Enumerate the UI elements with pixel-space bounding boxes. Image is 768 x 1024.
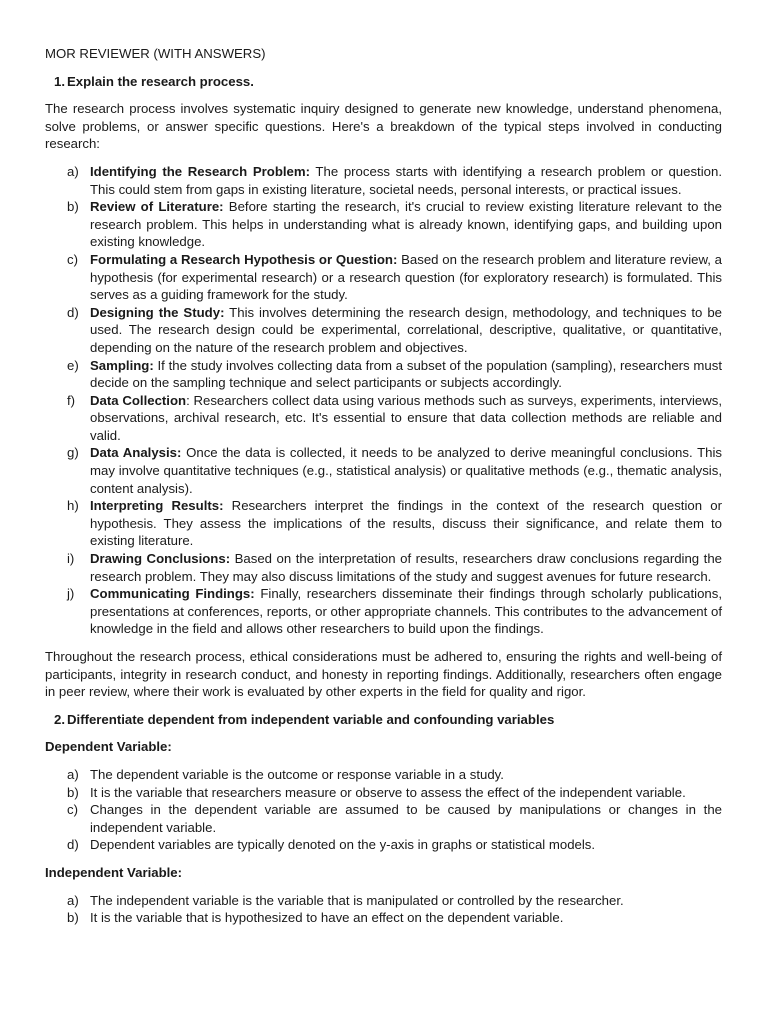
question-1-closing: Throughout the research process, ethical considerations must be adhered to, ensuring the rights and well-being of participants, integrity in research conduct, and honesty in reporting findings. Additionally, researchers often engage in peer review, where their work is evaluated by other experts in the field for quality and rigor. <box>45 649 722 700</box>
list-marker: j) <box>67 586 75 602</box>
step-text: This involves determining the research design, methodology, and techniques to be used. The research design could be experimental, correlational, descriptive, qualitative, or quantitative, depending on the nature of the research problem and objectives. <box>90 304 723 355</box>
list-marker: a) <box>67 892 79 908</box>
item-text: The independent variable is the variable that is manipulated or controlled by the researcher. <box>90 892 624 908</box>
document-page <box>45 45 722 937</box>
list-marker: h) <box>67 498 79 514</box>
list-marker: b) <box>67 199 79 215</box>
question-1-intro: The research process involves systematic inquiry designed to generate new knowledge, understand phenomena, solve problems, or answer specific questions. Here's a breakdown of the typical steps involved in conducting research: <box>45 101 722 152</box>
list-item <box>45 892 722 910</box>
question-2-text: Differentiate dependent from independent variable and confounding variables <box>67 711 555 727</box>
document-title: MOR REVIEWER (WITH ANSWERS) <box>45 46 266 61</box>
step-term: Communicating Findings: <box>90 586 255 602</box>
list-item <box>45 497 722 550</box>
question-2-number: 2. <box>54 711 65 727</box>
step-term: Designing the Study: <box>90 304 225 320</box>
research-steps-list <box>45 163 722 638</box>
list-marker: e) <box>67 357 79 373</box>
step-term: Formulating a Research Hypothesis or Question: <box>90 251 398 267</box>
list-marker: c) <box>67 802 78 818</box>
list-marker: g) <box>67 445 79 461</box>
question-1-heading <box>45 73 722 91</box>
list-marker: a) <box>67 163 79 179</box>
list-item <box>45 766 722 784</box>
list-item <box>45 304 722 357</box>
step-term: Data Analysis: <box>90 445 182 461</box>
list-marker: b) <box>67 784 79 800</box>
step-term: Sampling: <box>90 357 154 373</box>
item-text: The dependent variable is the outcome or response variable in a study. <box>90 766 504 782</box>
step-term: Identifying the Research Problem: <box>90 163 310 179</box>
list-item <box>45 444 722 497</box>
list-item <box>45 801 722 836</box>
step-text: : Researchers collect data using various methods such as surveys, experiments, interviews, observations, archival research, etc. It's essential to ensure that data collection methods are reliable and valid. <box>90 392 722 443</box>
list-item <box>45 550 722 585</box>
list-marker: a) <box>67 766 79 782</box>
step-text: Before starting the research, it's crucial to review existing literature relevant to the research problem. This helps in understanding what is already known, identifying gaps, and building upon existing knowledge. <box>90 199 722 250</box>
step-text: Finally, researchers disseminate their findings through scholarly publications, presentations at conferences, reports, or other appropriate channels. This contributes to the advancement of knowledge in the field and allows other researchers to build upon the findings. <box>90 586 723 637</box>
list-item <box>45 163 722 198</box>
independent-variable-list <box>45 892 722 927</box>
step-text: Once the data is collected, it needs to be analyzed to derive meaningful conclusions. This may involve quantitative techniques (e.g., statistical analysis) or qualitative methods (e.g., thematic analysis, content analysis). <box>90 445 722 496</box>
step-term: Drawing Conclusions: <box>90 551 231 567</box>
step-text: Based on the interpretation of results, researchers draw conclusions regarding the research problem. They may also discuss limitations of the study and suggest avenues for future research. <box>90 551 723 584</box>
list-marker: c) <box>67 251 78 267</box>
dependent-variable-list <box>45 766 722 854</box>
list-marker: b) <box>67 910 79 926</box>
item-text: Changes in the dependent variable are assumed to be caused by manipulations or changes in the independent variable. <box>90 802 722 835</box>
list-marker: d) <box>67 304 79 320</box>
list-item <box>45 836 722 854</box>
list-item <box>45 251 722 304</box>
question-2-heading <box>45 711 722 729</box>
list-item <box>45 198 722 251</box>
step-term: Review of Literature: <box>90 199 224 215</box>
step-text: Researchers interpret the findings in the context of the research question or hypothesis. They assess the implications of the results, discuss their significance, and relate them to existing literature. <box>90 498 722 549</box>
list-item <box>45 784 722 802</box>
item-text: It is the variable that researchers measure or observe to assess the effect of the independent variable. <box>90 784 686 800</box>
step-term: Interpreting Results: <box>90 498 224 514</box>
list-item <box>45 392 722 445</box>
item-text: Dependent variables are typically denoted on the y-axis in graphs or statistical models. <box>90 837 596 853</box>
list-item <box>45 585 722 638</box>
list-marker: i) <box>67 551 75 567</box>
list-marker: f) <box>67 392 76 408</box>
item-text: It is the variable that is hypothesized to have an effect on the dependent variable. <box>90 910 564 926</box>
step-text: If the study involves collecting data from a subset of the population (sampling), researchers must decide on the sampling technique and select participants or subjects accordingly. <box>90 357 722 391</box>
dependent-variable-heading: Dependent Variable: <box>45 739 172 755</box>
list-marker: d) <box>67 837 79 853</box>
question-1-number: 1. <box>54 73 65 89</box>
list-item <box>45 357 722 392</box>
independent-variable-heading: Independent Variable: <box>45 864 183 880</box>
question-1-text: Explain the research process. <box>67 73 254 89</box>
step-text: The process starts with identifying a research problem or question. This could stem from gaps in existing literature, societal needs, personal interests, or practical issues. <box>90 163 722 197</box>
list-item <box>45 909 722 927</box>
step-term: Data Collection <box>90 392 187 408</box>
step-text: Based on the research problem and literature review, a hypothesis (for experimental research) or a research question (for exploratory research) is formulated. This serves as a guiding framework for the study. <box>90 251 722 303</box>
